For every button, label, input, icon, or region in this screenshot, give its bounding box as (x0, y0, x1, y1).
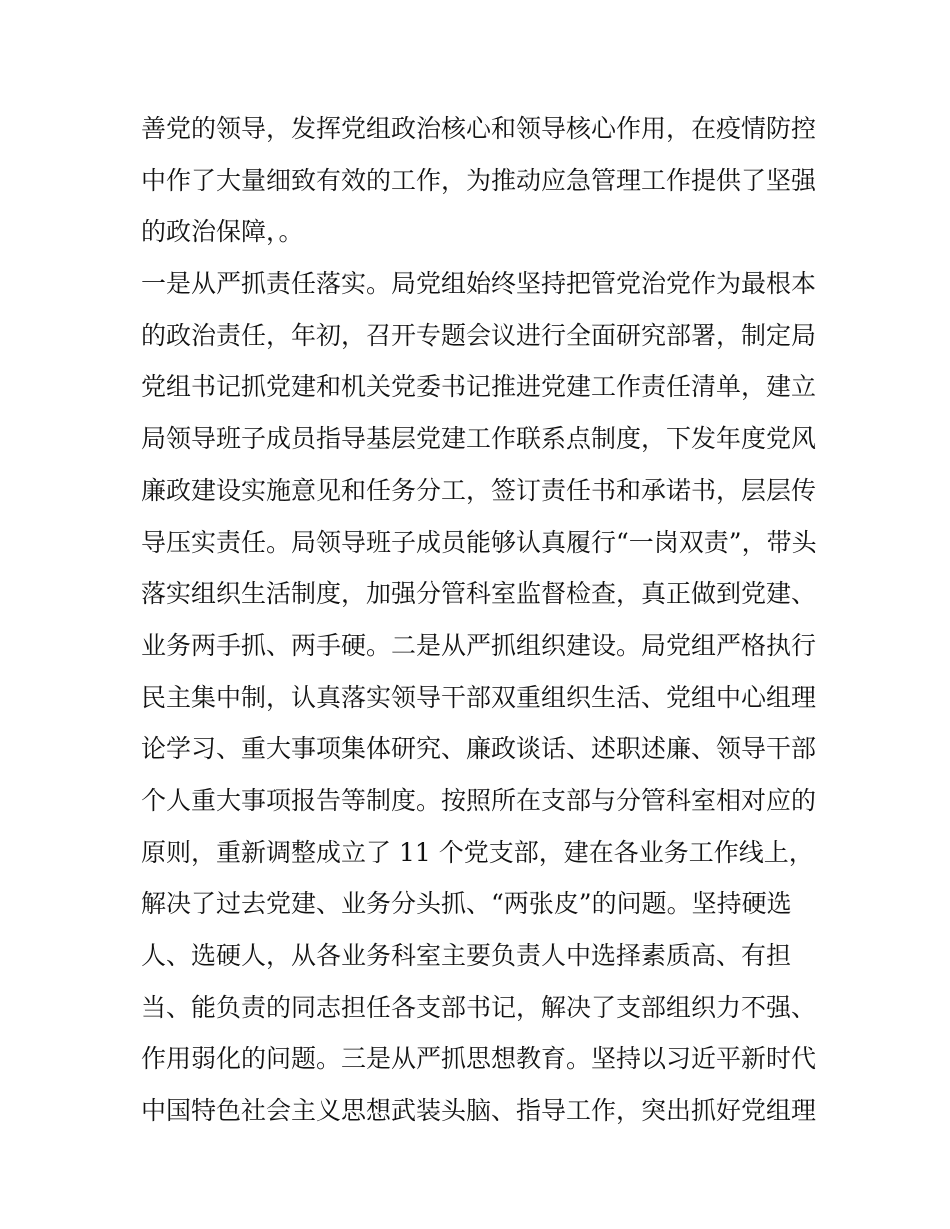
text-line: 业务两手抓、两手硬。二是从严抓组织建设。局党组严格执行 (141, 630, 817, 660)
text-line: 的政治责任，年初，召开专题会议进行全面研究部署，制定局 (141, 320, 817, 350)
text-line: 一是从严抓责任落实。局党组始终坚持把管党治党作为最根本 (141, 269, 817, 299)
text-line: 党组书记抓党建和机关党委书记推进党建工作责任清单，建立 (141, 372, 817, 402)
text-line: 原则，重新调整成立了 11 个党支部，建在各业务工作线上， (141, 837, 814, 867)
body-text (141, 103, 821, 1137)
text-line: 中作了大量细致有效的工作，为推动应急管理工作提供了坚强 (141, 165, 817, 195)
text-line: 局领导班子成员指导基层党建工作联系点制度，下发年度党风 (141, 424, 817, 454)
text-line: 论学习、重大事项集体研究、廉政谈话、述职述廉、领导干部 (141, 734, 817, 764)
text-line: 中国特色社会主义思想武装头脑、指导工作，突出抓好党组理 (141, 1096, 817, 1126)
text-line: 导压实责任。局领导班子成员能够认真履行“一岗双责”，带头 (141, 527, 817, 557)
text-line: 民主集中制，认真落实领导干部双重组织生活、党组中心组理 (141, 682, 817, 712)
text-line: 廉政建设实施意见和任务分工，签订责任书和承诺书，层层传 (141, 475, 817, 505)
text-line: 人、选硬人，从各业务科室主要负责人中选择素质高、有担 (141, 941, 792, 970)
text-line: 个人重大事项报告等制度。按照所在支部与分管科室相对应的 (141, 785, 817, 815)
text-line: 作用弱化的问题。三是从严抓思想教育。坚持以习近平新时代 (141, 1044, 817, 1074)
text-line: 解决了过去党建、业务分头抓、“两张皮”的问题。坚持硬选 (141, 889, 792, 919)
text-line: 善党的领导，发挥党组政治核心和领导核心作用，在疫情防控 (141, 114, 817, 143)
text-line: 落实组织生活制度，加强分管科室监督检查，真正做到党建、 (141, 579, 817, 609)
text-line: 当、能负责的同志担任各支部书记，解决了支部组织力不强、 (141, 992, 817, 1022)
text-line: 的政治保障，。 (141, 217, 304, 247)
